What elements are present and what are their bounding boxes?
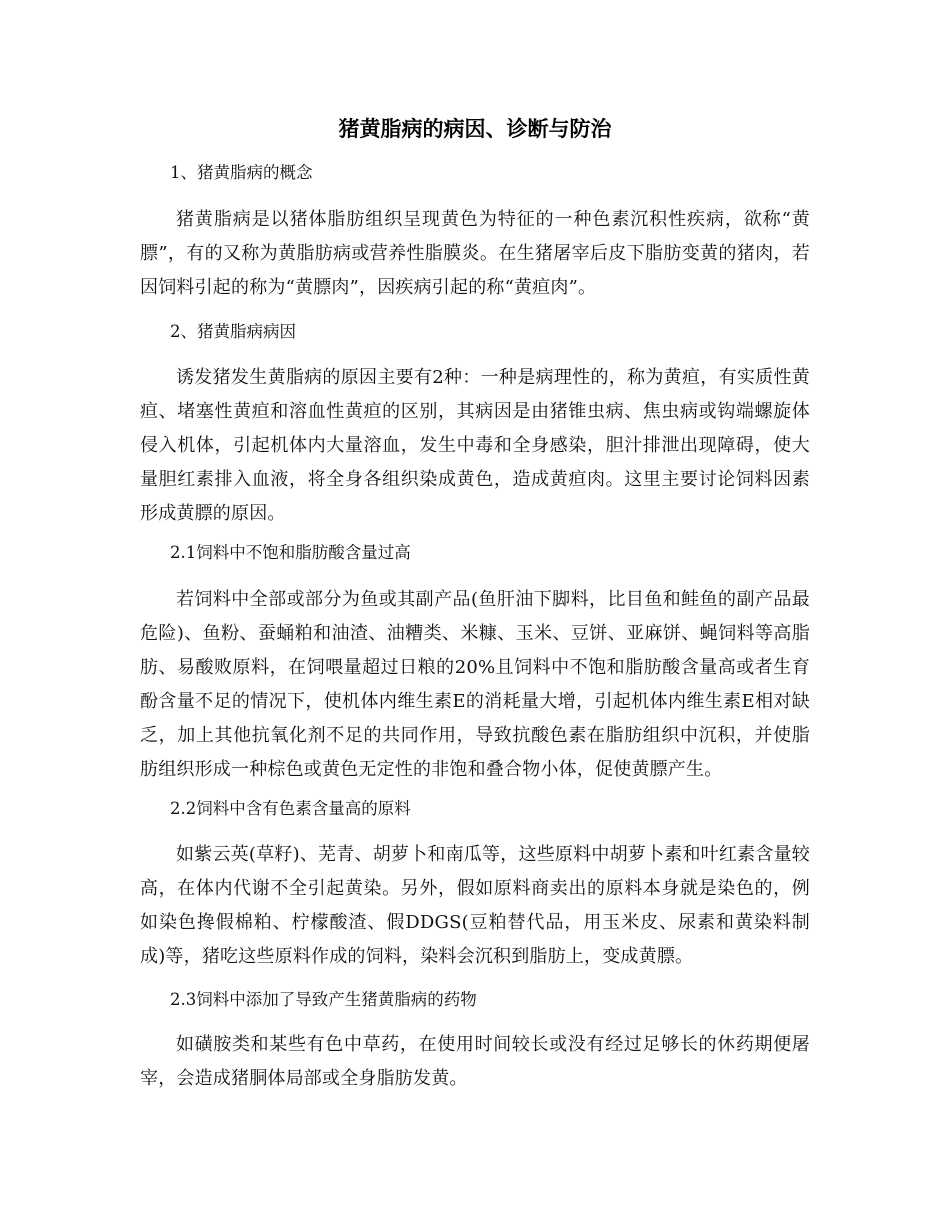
- section-heading-concept: 1、猪黄脂病的概念: [170, 163, 313, 182]
- section-heading-pigment-feed: 2.2饲料中含有色素含量高的原料: [170, 799, 411, 818]
- section-heading-causes: 2、猪黄脂病病因: [170, 322, 296, 341]
- section-paragraph-causes: 诱发猪发生黄脂病的原因主要有2种：一种是病理性的，称为黄疸，有实质性黄疸、堵塞性黄疸和溶血性黄疸的区别，其病因是由猪锥虫病、焦虫病或钩端螺旋体侵入机体，引起机体内大量溶血，发生中毒和全身感染，胆汁排泄出现障碍，使大量胆红素排入血液，将全身各组织染成黄色，造成黄疸肉。这里主要讨论饲料因素形成黄膘的原因。: [140, 367, 810, 524]
- section-heading-drugs: 2.3饲料中添加了导致产生猪黄脂病的药物: [170, 990, 477, 1009]
- section-paragraph-drugs: 如磺胺类和某些有色中草药，在使用时间较长或没有经过足够长的休药期便屠宰，会造成猪胴体局部或全身脂肪发黄。: [140, 1034, 810, 1089]
- section-paragraph-concept: 猪黄脂病是以猪体脂肪组织呈现黄色为特征的一种色素沉积性疾病，欲称“黄膘”，有的又称为黄脂肪病或营养性脂膜炎。在生猪屠宰后皮下脂肪变黄的猪肉，若因饲料引起的称为“黄膘肉”，因疾病引起的称“黄疸肉”。: [140, 209, 810, 298]
- section-heading-unsaturated-fat: 2.1饲料中不饱和脂肪酸含量过高: [170, 543, 411, 562]
- section-paragraph-unsaturated-fat: 若饲料中全部或部分为鱼或其副产品(鱼肝油下脚料，比目鱼和鲑鱼的副产品最危险)、鱼粉、蚕蛹粕和油渣、油糟类、米糠、玉米、豆饼、亚麻饼、蝇饲料等高脂肪、易酸败原料，在饲喂量超过日粮的20%且饲料中不饱和脂肪酸含量高或者生育酚含量不足的情况下，使机体内维生素E的消耗量大增，引起机体内维生素E相对缺乏，加上其他抗氧化剂不足的共同作用，导致抗酸色素在脂肪组织中沉积，并使脂肪组织形成一种棕色或黄色无定性的非饱和叠合物小体，促使黄膘产生。: [140, 589, 810, 780]
- section-paragraph-pigment-feed: 如紫云英(草籽)、芜青、胡萝卜和南瓜等，这些原料中胡萝卜素和叶红素含量较高，在体内代谢不全引起黄染。另外，假如原料商卖出的原料本身就是染色的，例如染色搀假棉粕、柠檬酸渣、假DDGS(豆粕替代品，用玉米皮、尿素和黄染料制成)等，猪吃这些原料作成的饲料，染料会沉积到脂肪上，变成黄膘。: [140, 844, 810, 967]
- document-title: 猪黄脂病的病因、诊断与防治: [338, 117, 612, 141]
